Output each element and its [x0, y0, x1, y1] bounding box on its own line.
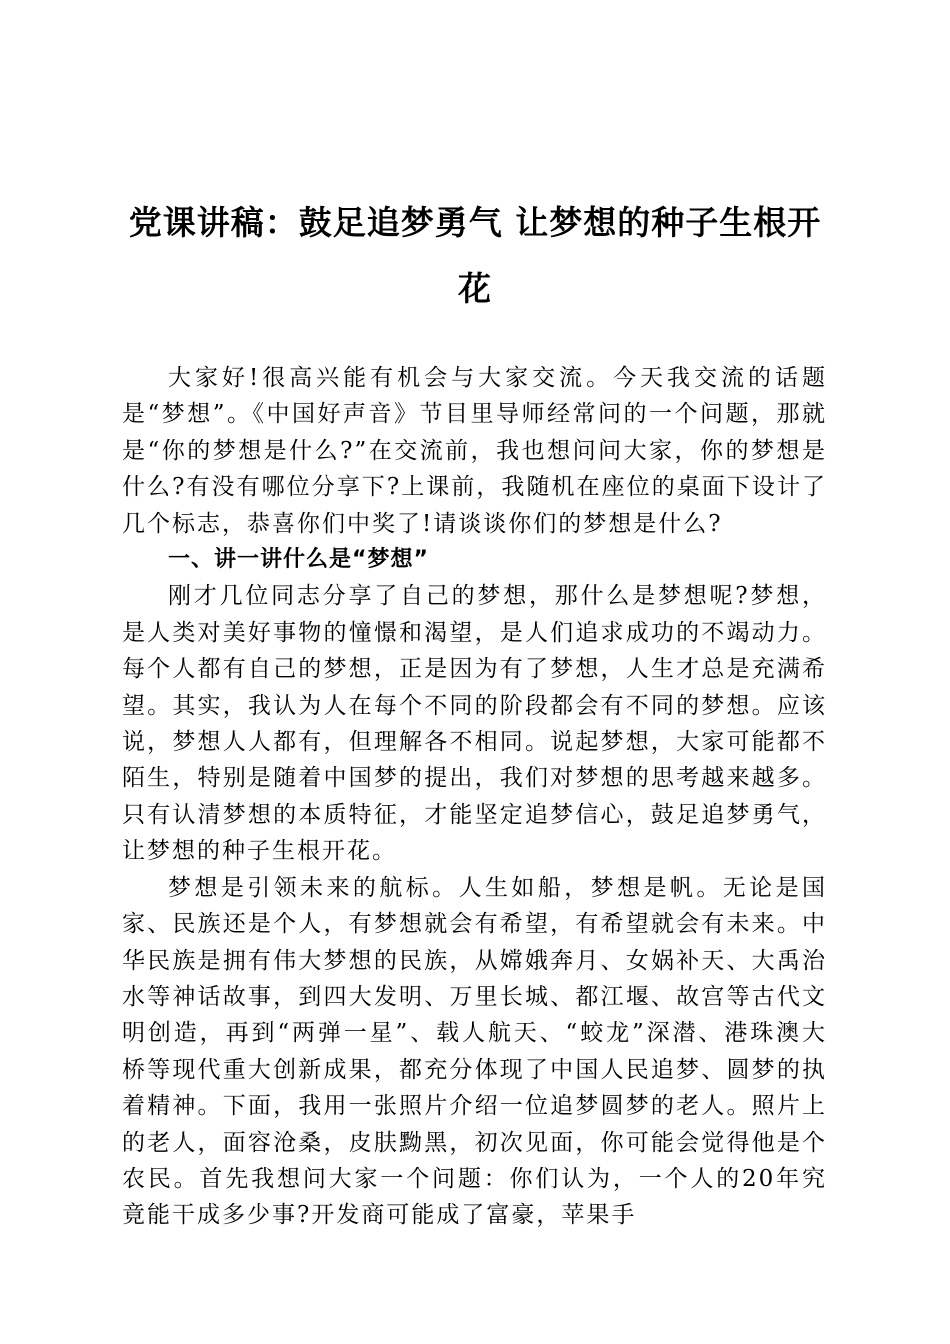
intro-paragraph: 大家好!很高兴能有机会与大家交流。今天我交流的话题是“梦想”。《中国好声音》节目里导师经常问的一个问题，那就是“你的梦想是什么?”在交流前，我也想问问大家，你的梦想是什么?有没有哪位分享下?上课前，我随机在座位的桌面下设计了几个标志，恭喜你们中奖了!请谈谈你们的梦想是什么? — [122, 365, 827, 537]
document-body — [122, 360, 827, 1234]
body-paragraph: 刚才几位同志分享了自己的梦想，那什么是梦想呢?梦想，是人类对美好事物的憧憬和渴望，是人们追求成功的不竭动力。每个人都有自己的梦想，正是因为有了梦想，人生才总是充满希望。其实，我认为人在每个不同的阶段都会有不同的梦想。应该说，梦想人人都有，但理解各不相同。说起梦想，大家可能都不陌生，特别是随着中国梦的提出，我们对梦想的思考越来越多。只有认清梦想的本质特征，才能坚定追梦信心，鼓足追梦勇气，让梦想的种子生根开花。 — [122, 583, 827, 865]
section-heading: 一、讲一讲什么是“梦想” — [168, 547, 429, 573]
document-title: 党课讲稿：鼓足追梦勇气 让梦想的种子生根开花 — [128, 203, 822, 308]
body-paragraph: 梦想是引领未来的航标。人生如船，梦想是帆。无论是国家、民族还是个人，有梦想就会有希望，有希望就会有未来。中华民族是拥有伟大梦想的民族，从嫦娥奔月、女娲补天、大禹治水等神话故事，到四大发明、万里长城、都江堰、故宫等古代文明创造，再到“两弹一星”、载人航天、“蛟龙”深潜、港珠澳大桥等现代重大创新成果，都充分体现了中国人民追梦、圆梦的执着精神。下面，我用一张照片介绍一位追梦圆梦的老人。照片上的老人，面容沧桑，皮肤黝黑，初次见面，你可能会觉得他是个农民。首先我想问大家一个问题：你们认为，一个人的20年究竟能干成多少事?开发商可能成了富豪，苹果手 — [122, 874, 827, 1229]
